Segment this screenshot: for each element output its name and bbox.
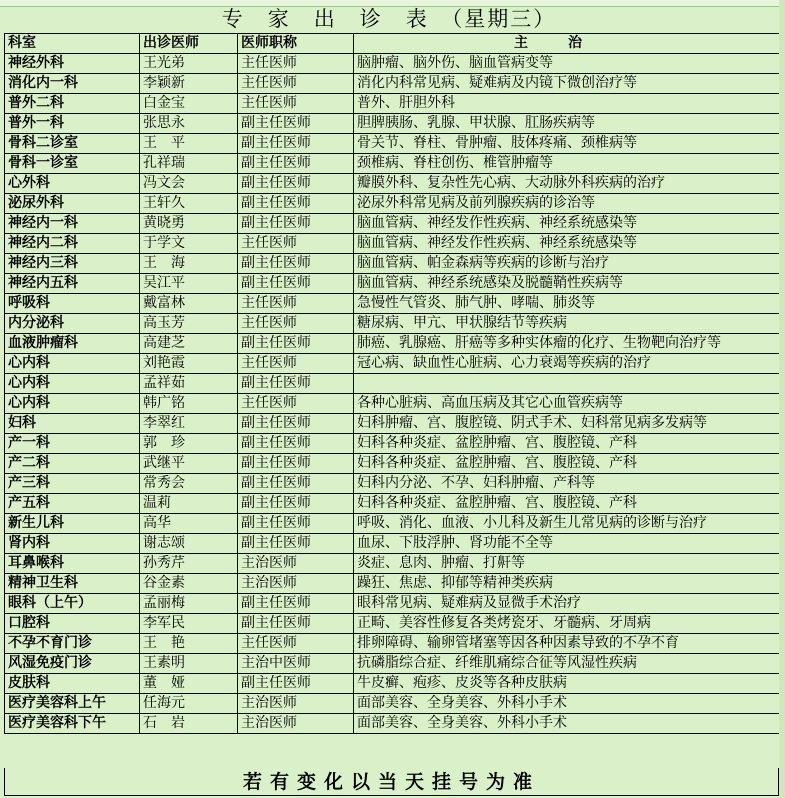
cell-department: 血液肿瘤科 (5, 334, 140, 354)
cell-doctor: 王光弟 (140, 54, 238, 74)
spreadsheet-ruler-strip (0, 0, 785, 7)
cell-rank: 副主任医师 (238, 374, 354, 394)
cell-department: 神经内五科 (5, 274, 140, 294)
cell-rank: 副主任医师 (238, 614, 354, 634)
table-row (5, 574, 780, 594)
cell-doctor: 王 平 (140, 134, 238, 154)
header-specialty: 主治 (354, 34, 780, 54)
header-department: 科室 (5, 34, 140, 54)
table-row (5, 554, 780, 574)
schedule-rows (5, 54, 780, 734)
cell-rank: 副主任医师 (238, 274, 354, 294)
cell-department: 口腔科 (5, 614, 140, 634)
cell-rank: 副主任医师 (238, 514, 354, 534)
cell-specialty: 脑肿瘤、脑外伤、脑血管病变等 (354, 54, 780, 74)
cell-doctor: 董 娅 (140, 674, 238, 694)
table-row (5, 234, 780, 254)
cell-doctor: 高华 (140, 514, 238, 534)
cell-doctor: 王 艳 (140, 634, 238, 654)
cell-rank: 主任医师 (238, 94, 354, 114)
cell-specialty: 面部美容、全身美容、外科小手术 (354, 694, 780, 714)
cell-doctor: 韩广铭 (140, 394, 238, 414)
cell-specialty: 血尿、下肢浮肿、肾功能不全等 (354, 534, 780, 554)
cell-doctor: 王轩久 (140, 194, 238, 214)
table-row (5, 494, 780, 514)
table-row (5, 154, 780, 174)
cell-rank: 副主任医师 (238, 594, 354, 614)
cell-doctor: 高玉芳 (140, 314, 238, 334)
table-row (5, 274, 780, 294)
page-title: 专 家 出 诊 表 （星期三） (221, 7, 557, 31)
cell-department: 骨科一诊室 (5, 154, 140, 174)
cell-rank: 副主任医师 (238, 154, 354, 174)
cell-rank: 副主任医师 (238, 334, 354, 354)
table-row (5, 654, 780, 674)
cell-specialty: 冠心病、缺血性心脏病、心力衰竭等疾病的治疗 (354, 354, 780, 374)
cell-rank: 主任医师 (238, 74, 354, 94)
cell-doctor: 王素明 (140, 654, 238, 674)
table-row (5, 474, 780, 494)
cell-doctor: 吴江平 (140, 274, 238, 294)
cell-doctor: 孟祥茹 (140, 374, 238, 394)
cell-department: 心内科 (5, 374, 140, 394)
cell-doctor: 戴富林 (140, 294, 238, 314)
cell-department: 心内科 (5, 394, 140, 414)
cell-rank: 主任医师 (238, 294, 354, 314)
table-row (5, 54, 780, 74)
cell-specialty: 脑血管病、神经系统感染及脱髓鞘性疾病等 (354, 274, 780, 294)
cell-department: 产三科 (5, 474, 140, 494)
table-row (5, 294, 780, 314)
cell-specialty: 脑血管病、神经发作性疾病、神经系统感染等 (354, 234, 780, 254)
cell-department: 心外科 (5, 174, 140, 194)
cell-department: 神经内一科 (5, 214, 140, 234)
spreadsheet-right-edge (779, 0, 785, 798)
cell-rank: 副主任医师 (238, 174, 354, 194)
cell-specialty: 消化内科常见病、疑难病及内镜下微创治疗等 (354, 74, 780, 94)
cell-specialty: 颈椎病、脊柱创伤、椎管肿瘤等 (354, 154, 780, 174)
cell-rank: 主任医师 (238, 54, 354, 74)
cell-doctor: 李颖新 (140, 74, 238, 94)
cell-doctor: 郭 珍 (140, 434, 238, 454)
cell-department: 皮肤科 (5, 674, 140, 694)
cell-doctor: 冯文会 (140, 174, 238, 194)
cell-specialty: 骨关节、脊柱、骨肿瘤、肢体疼痛、颈椎病等 (354, 134, 780, 154)
schedule-table (4, 33, 780, 734)
cell-department: 神经内三科 (5, 254, 140, 274)
table-row (5, 614, 780, 634)
header-doctor: 出诊医师 (140, 34, 238, 54)
cell-rank: 副主任医师 (238, 194, 354, 214)
cell-doctor: 谷金素 (140, 574, 238, 594)
cell-doctor: 白金宝 (140, 94, 238, 114)
header-rank: 医师职称 (238, 34, 354, 54)
cell-doctor: 高建芝 (140, 334, 238, 354)
cell-department: 内分泌科 (5, 314, 140, 334)
cell-rank: 主治医师 (238, 714, 354, 734)
table-row (5, 314, 780, 334)
table-row (5, 434, 780, 454)
cell-doctor: 武继平 (140, 454, 238, 474)
cell-rank: 副主任医师 (238, 254, 354, 274)
cell-doctor: 石 岩 (140, 714, 238, 734)
cell-department: 医疗美容科下午 (5, 714, 140, 734)
cell-doctor: 李军民 (140, 614, 238, 634)
cell-rank: 主治医师 (238, 554, 354, 574)
header-row (5, 34, 780, 54)
cell-rank: 主治中医师 (238, 654, 354, 674)
table-row (5, 514, 780, 534)
cell-specialty: 普外、肝胆外科 (354, 94, 780, 114)
cell-department: 泌尿外科 (5, 194, 140, 214)
cell-rank: 副主任医师 (238, 114, 354, 134)
table-row (5, 534, 780, 554)
cell-specialty: 妇科内分泌、不孕、妇科肿瘤、产科等 (354, 474, 780, 494)
cell-doctor: 任海元 (140, 694, 238, 714)
table-row (5, 94, 780, 114)
cell-specialty: 牛皮癣、疱疹、皮炎等各种皮肤病 (354, 674, 780, 694)
cell-specialty: 正畸、美容性修复各类烤瓷牙、牙髓病、牙周病 (354, 614, 780, 634)
cell-specialty: 抗磷脂综合症、纤维肌痛综合征等风湿性疾病 (354, 654, 780, 674)
table-row (5, 634, 780, 654)
cell-rank: 副主任医师 (238, 494, 354, 514)
cell-doctor: 孟丽梅 (140, 594, 238, 614)
cell-doctor: 黄晓勇 (140, 214, 238, 234)
cell-specialty: 躁狂、焦虑、抑郁等精神类疾病 (354, 574, 780, 594)
cell-department: 耳鼻喉科 (5, 554, 140, 574)
cell-rank: 副主任医师 (238, 454, 354, 474)
cell-specialty: 妇科各种炎症、盆腔肿瘤、宫、腹腔镜、产科 (354, 434, 780, 454)
cell-specialty: 炎症、息肉、肿瘤、打鼾等 (354, 554, 780, 574)
cell-specialty: 肺癌、乳腺癌、肝癌等多种实体瘤的化疗、生物靶向治疗等 (354, 334, 780, 354)
table-row (5, 134, 780, 154)
cell-specialty: 糖尿病、甲亢、甲状腺结节等疾病 (354, 314, 780, 334)
cell-specialty: 急慢性气管炎、肺气肿、哮喘、肺炎等 (354, 294, 780, 314)
cell-rank: 主任医师 (238, 234, 354, 254)
cell-doctor: 谢志颂 (140, 534, 238, 554)
cell-specialty: 泌尿外科常见病及前列腺疾病的诊治等 (354, 194, 780, 214)
cell-doctor: 刘艳霞 (140, 354, 238, 374)
table-row (5, 334, 780, 354)
cell-department: 骨科二诊室 (5, 134, 140, 154)
table-row (5, 674, 780, 694)
table-row (5, 114, 780, 134)
cell-doctor: 温莉 (140, 494, 238, 514)
cell-rank: 主任医师 (238, 314, 354, 334)
cell-department: 眼科（上午） (5, 594, 140, 614)
cell-specialty: 妇科各种炎症、盆腔肿瘤、宫、腹腔镜、产科 (354, 494, 780, 514)
cell-rank: 副主任医师 (238, 474, 354, 494)
cell-specialty: 脑血管病、帕金森病等疾病的诊断与治疗 (354, 254, 780, 274)
cell-rank: 副主任医师 (238, 414, 354, 434)
footer-note: 若有变化以当天挂号为准 (4, 768, 779, 796)
cell-doctor: 张思永 (140, 114, 238, 134)
cell-rank: 主任医师 (238, 634, 354, 654)
cell-department: 产五科 (5, 494, 140, 514)
cell-specialty: 眼科常见病、疑难病及显微手术治疗 (354, 594, 780, 614)
table-row (5, 394, 780, 414)
table-row (5, 694, 780, 714)
table-row (5, 214, 780, 234)
cell-department: 产一科 (5, 434, 140, 454)
cell-specialty: 面部美容、全身美容、外科小手术 (354, 714, 780, 734)
cell-department: 医疗美容科上午 (5, 694, 140, 714)
table-row (5, 74, 780, 94)
table-row (5, 254, 780, 274)
cell-doctor: 孙秀芹 (140, 554, 238, 574)
cell-specialty: 呼吸、消化、血液、小儿科及新生儿常见病的诊断与治疗 (354, 514, 780, 534)
cell-department: 新生儿科 (5, 514, 140, 534)
cell-department: 普外二科 (5, 94, 140, 114)
cell-specialty: 妇科肿瘤、宫、腹腔镜、阴式手术、妇科常见病多发病等 (354, 414, 780, 434)
cell-department: 消化内一科 (5, 74, 140, 94)
table-row (5, 414, 780, 434)
cell-specialty: 脑血管病、神经发作性疾病、神经系统感染等 (354, 214, 780, 234)
cell-rank: 副主任医师 (238, 674, 354, 694)
table-row (5, 174, 780, 194)
cell-doctor: 孔祥瑞 (140, 154, 238, 174)
cell-specialty: 排卵障碍、输卵管堵塞等因各种因素导致的不孕不育 (354, 634, 780, 654)
table-row (5, 374, 780, 394)
cell-department: 神经内二科 (5, 234, 140, 254)
cell-rank: 主任医师 (238, 354, 354, 374)
cell-doctor: 于学文 (140, 234, 238, 254)
table-row (5, 714, 780, 734)
cell-rank: 主治医师 (238, 694, 354, 714)
cell-doctor: 李翠红 (140, 414, 238, 434)
cell-department: 产二科 (5, 454, 140, 474)
cell-department: 精神卫生科 (5, 574, 140, 594)
cell-department: 普外一科 (5, 114, 140, 134)
cell-rank: 主治医师 (238, 574, 354, 594)
cell-rank: 副主任医师 (238, 134, 354, 154)
cell-department: 妇科 (5, 414, 140, 434)
cell-rank: 副主任医师 (238, 434, 354, 454)
cell-rank: 副主任医师 (238, 214, 354, 234)
cell-doctor: 常秀会 (140, 474, 238, 494)
cell-department: 心内科 (5, 354, 140, 374)
table-row (5, 194, 780, 214)
cell-specialty: 各种心脏病、高血压病及其它心血管疾病等 (354, 394, 780, 414)
cell-department: 呼吸科 (5, 294, 140, 314)
cell-doctor: 王 海 (140, 254, 238, 274)
cell-specialty (354, 374, 780, 394)
cell-specialty: 瓣膜外科、复杂性先心病、大动脉外科疾病的治疗 (354, 174, 780, 194)
cell-specialty: 妇科各种炎症、盆腔肿瘤、宫、腹腔镜、产科 (354, 454, 780, 474)
cell-department: 肾内科 (5, 534, 140, 554)
cell-department: 神经外科 (5, 54, 140, 74)
cell-department: 不孕不育门诊 (5, 634, 140, 654)
cell-specialty: 胆脾胰肠、乳腺、甲状腺、肛肠疾病等 (354, 114, 780, 134)
cell-rank: 主任医师 (238, 394, 354, 414)
cell-rank: 副主任医师 (238, 534, 354, 554)
cell-department: 风湿免疫门诊 (5, 654, 140, 674)
table-row (5, 594, 780, 614)
table-row (5, 454, 780, 474)
table-row (5, 354, 780, 374)
